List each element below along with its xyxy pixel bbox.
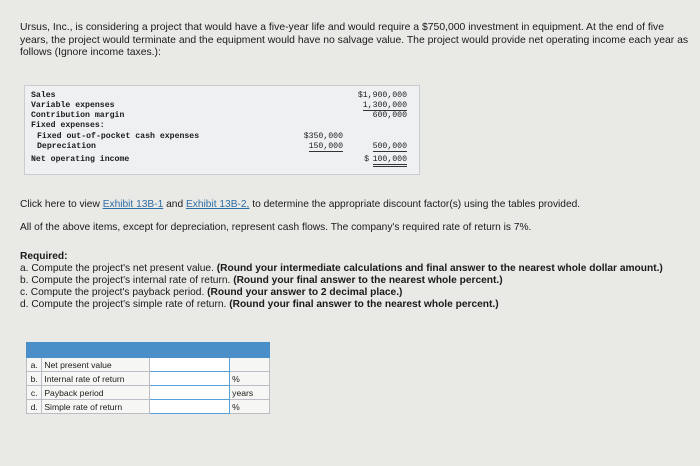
row-label: Fixed out-of-pocket cash expenses	[37, 132, 200, 141]
row-label: Sales	[31, 91, 56, 100]
row-value: 600,000	[372, 111, 407, 120]
row-value: $1,900,000	[357, 91, 407, 100]
row-value: 150,000	[308, 142, 343, 151]
statement-row-depreciation	[25, 142, 419, 152]
row-value: 1,300,000	[362, 101, 407, 110]
answer-table-header	[27, 343, 270, 358]
row-total: 500,000	[372, 142, 407, 151]
answer-row-payback	[27, 386, 270, 400]
req-instruction: (Round your final answer to the nearest whole percent.)	[229, 299, 499, 310]
answer-row-irr	[27, 372, 270, 386]
links-post: to determine the appropriate discount factor(s) using the tables provided.	[252, 199, 581, 210]
dollar-sign: $	[364, 155, 369, 164]
req-instruction: (Round your intermediate calculations and final answer to the nearest whole dollar amount.)	[216, 263, 663, 274]
row-value: 100,000	[373, 155, 407, 167]
row-value: $350,000	[303, 132, 343, 141]
answer-table	[26, 342, 270, 414]
required-section	[20, 251, 690, 311]
row-label: Simple rate of return	[42, 400, 149, 414]
links-pre: Click here to view	[20, 199, 100, 210]
irr-input[interactable]	[149, 372, 230, 386]
req-text: a. Compute the project's net present value.	[20, 263, 214, 274]
answer-row-npv	[27, 358, 270, 372]
row-letter: d.	[27, 400, 42, 414]
statement-row-fixed-oop	[25, 132, 419, 142]
required-c	[20, 287, 690, 299]
income-statement	[24, 85, 420, 175]
row-label: Variable expenses	[31, 101, 115, 110]
req-instruction: (Round your final answer to the nearest whole percent.)	[233, 275, 503, 286]
row-label: Fixed expenses:	[31, 121, 105, 130]
payback-input[interactable]	[149, 386, 230, 400]
req-text: d. Compute the project's simple rate of return.	[20, 299, 227, 310]
statement-row-sales	[25, 91, 419, 101]
row-label: Net operating income	[31, 155, 130, 164]
cashflow-note: All of the above items, except for depreciation, represent cash flows. The company's required rate of return is 7%.	[20, 222, 532, 233]
statement-row-noi	[25, 155, 419, 165]
header-cell	[27, 343, 270, 358]
exhibit-links-line	[20, 199, 580, 210]
row-label: Payback period	[42, 386, 149, 400]
req-text: c. Compute the project's payback period.	[20, 287, 205, 298]
statement-row-fixed-header	[25, 121, 419, 131]
row-label: Contribution margin	[31, 111, 125, 120]
row-label: Net present value	[42, 358, 149, 372]
links-and: and	[166, 199, 184, 210]
answer-row-simple-rate	[27, 400, 270, 414]
row-letter: c.	[27, 386, 42, 400]
row-letter: b.	[27, 372, 42, 386]
exhibit-13b2-link[interactable]: Exhibit 13B-2,	[185, 199, 250, 210]
statement-row-variable	[25, 101, 419, 111]
required-d	[20, 299, 690, 311]
required-b	[20, 275, 690, 287]
required-a	[20, 263, 690, 275]
exhibit-13b1-link[interactable]: Exhibit 13B-1	[102, 199, 164, 210]
row-letter: a.	[27, 358, 42, 372]
req-instruction: (Round your answer to 2 decimal place.)	[207, 287, 403, 298]
npv-input[interactable]	[149, 358, 230, 372]
required-heading: Required:	[20, 251, 68, 262]
row-label: Internal rate of return	[42, 372, 149, 386]
row-unit: %	[230, 400, 270, 414]
statement-row-contribution	[25, 111, 419, 121]
req-text: b. Compute the project's internal rate of return.	[20, 275, 231, 286]
row-label: Depreciation	[37, 142, 96, 151]
row-unit: %	[230, 372, 270, 386]
row-unit	[230, 358, 270, 372]
problem-intro: Ursus, Inc., is considering a project that would have a five-year life and would require a $750,000 investment in equipment. At the end of five years, the project would terminate and the equipment would have no salvage value. The project would provide net operating income each year as follows (Ignore income taxes.):	[20, 22, 689, 58]
row-unit: years	[230, 386, 270, 400]
simple-rate-input[interactable]	[149, 400, 230, 414]
